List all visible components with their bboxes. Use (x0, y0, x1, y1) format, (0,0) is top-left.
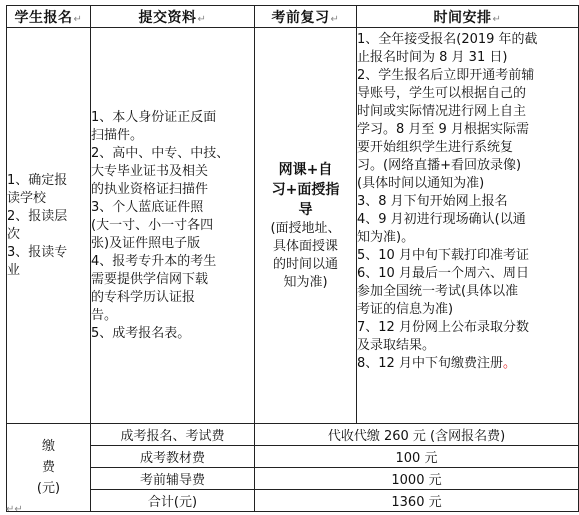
fee-row-4 (7, 490, 579, 512)
header-pre-exam-review: 考前复习↵ (255, 6, 357, 28)
fee-item: 成考教材费 (91, 446, 255, 468)
schedule-end-mark: 。 (502, 356, 516, 371)
header-row (7, 6, 579, 28)
pre-exam-review-info: 网课+自 习+面授指 导 (面授地址、 具体面授课 的时间以通 知为准) (255, 28, 357, 424)
fee-item: 成考报名、考试费 (91, 424, 255, 446)
schedule-list: 1、全年接受报名(2019 年的截 止报名时间为 8 月 31 日) 2、学生报名后立即开通考前辅 导账号，学生可以根据自己的 时间或实际情况进行网上自主 学习。8 月至 9 月根据实际需 要开始组织学生进行系统复 习。(网络直播+看回放录像) (具体时间以通知为准) 3、8 月下旬开始网上报名 4、9 月初进行现场确认(以通 知为准)。 5、10 月中旬下载打印准考证 6、10 月最后一个周六、周日 参加全国统一考试(具体以准 考证的信息为准) 7、12 月份网上公布录取分数 及录取结果。 8、12 月中下旬缴费注册。 (357, 28, 579, 424)
header-submit-materials: 提交资料↵ (91, 6, 255, 28)
fee-amount: 100 元 (255, 446, 579, 468)
fee-row-2 (7, 446, 579, 468)
fee-amount: 1000 元 (255, 468, 579, 490)
fee-amount: 代收代缴 260 元 (含网报名费) (255, 424, 579, 446)
student-registration-steps: 1、确定报 读学校 2、报读层 次 3、报读专 业 (7, 28, 91, 424)
fee-item: 合计(元) (91, 490, 255, 512)
fee-amount: 1360 元 (255, 490, 579, 512)
fee-label: 缴 费 (元) (7, 424, 91, 512)
content-row (7, 28, 579, 424)
header-schedule: 时间安排↵ (357, 6, 579, 28)
header-student-registration: 学生报名↵ (7, 6, 91, 28)
registration-table (6, 5, 579, 512)
submit-materials-list: 1、本人身份证正反面 扫描件。 2、高中、中专、中技、 大专毕业证书及相关 的执业资格证扫描件 3、个人蓝底证件照 (大一寸、小一寸各四 张)及证件照电子版 4、报考专升本的考生 需要提供学信网下载 的专科学历认证报 告。 5、成考报名表。 (91, 28, 255, 424)
fee-row-1 (7, 424, 579, 446)
paragraph-mark: ↵↵ (6, 504, 23, 515)
fee-row-3 (7, 468, 579, 490)
fee-item: 考前辅导费 (91, 468, 255, 490)
